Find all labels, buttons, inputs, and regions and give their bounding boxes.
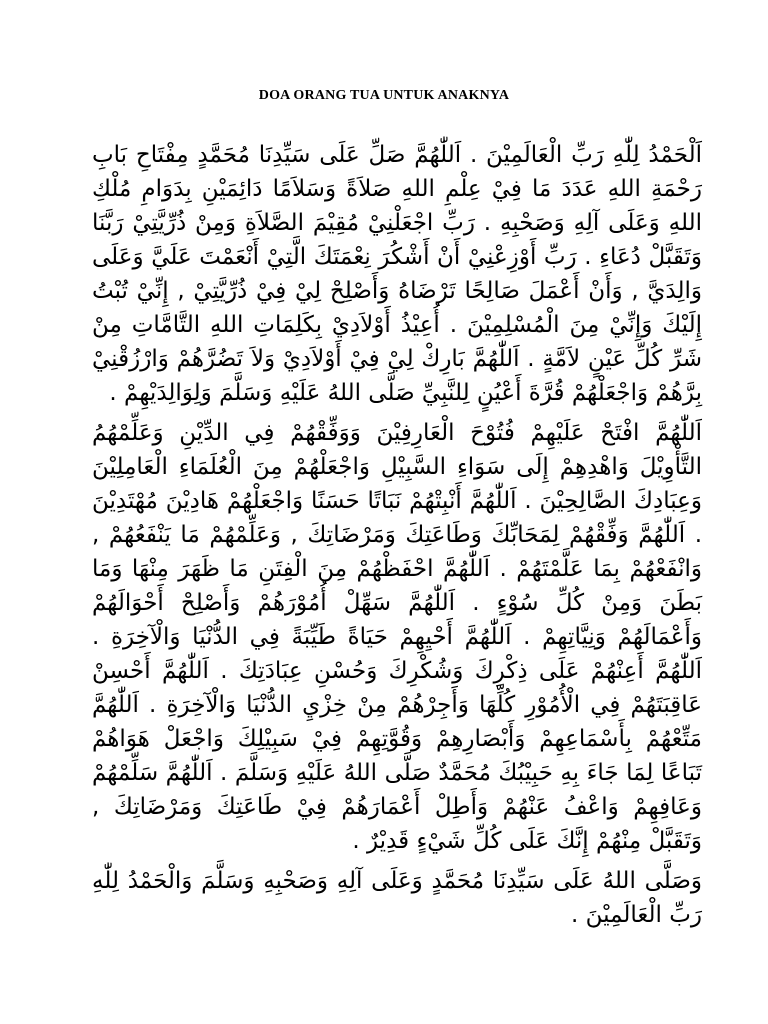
prayer-paragraph-main: اَللّٰهُمَّ افْتَحْ عَلَيْهِمْ فُتُوْحَ الْعَارِفِيْنَ وَوَفِّقْهُمْ فِي الدِّيْنِ وَعَلِّمْهُمُ التَّأْوِيْلَ وَاهْدِهِمْ إِلَى سَوَاءِ السَّبِيْلِ وَاجْعَلْهُمْ مِنَ الْعُلَمَاءِ الْعَامِلِيْنَ وَعِبَادِكَ الصَّالِحِيْنَ . اَللّٰهُمَّ أَنْبِتْهُمْ نَبَاتًا حَسَنًا وَاجْعَلْهُمْ هَادِيْنَ مُهْتَدِيْنَ . اَللّٰهُمَّ وَفِّقْهُمْ لِمَحَابِّكَ وَطَاعَتِكَ وَمَرْضَاتِكَ , وَعَلِّمْهُمْ مَا يَنْفَعُهُمْ , وَانْفَعْهُمْ بِمَا عَلَّمْتَهُمْ . اَللّٰهُمَّ احْفَظْهُمْ مِنَ الْفِتَنِ مَا ظَهَرَ مِنْهَا وَمَا بَطَنَ وَمِنْ كُلِّ سُوْءٍ . اَللّٰهُمَّ سَهِّلْ أُمُوْرَهُمْ وَأَصْلِحْ أَحْوَالَهُمْ وَأَعْمَالَهُمْ وَنِيَّاتِهِمْ . اَللّٰهُمَّ أَحْيِهِمْ حَيَاةً طَيِّبَةً فِي الدُّنْيَا وَالْآخِرَةِ . اَللّٰهُمَّ أَعِنْهُمْ عَلَى ذِكْرِكَ وَشُكْرِكَ وَحُسْنِ عِبَادَتِكَ . اَللّٰهُمَّ أَحْسِنْ عَاقِبَتَهُمْ فِي الْأُمُوْرِ كُلِّهَا وَأَجِرْهُمْ مِنْ خِزْيِ الدُّنْيَا وَالْآخِرَةِ . اَللّٰهُمَّ مَتِّعْهُمْ بِأَسْمَاعِهِمْ وَأَبْصَارِهِمْ وَقُوَّتِهِمْ فِيْ سَبِيْلِكَ وَاجْعَلْ هَوَاهُمْ تَبَاعًا لِمَا جَاءَ بِهِ حَبِيْبُكَ مُحَمَّدٌ صَلَّى اللهُ عَلَيْهِ وَسَلَّمَ . اَللّٰهُمَّ سَلِّمْهُمْ وَعَافِهِمْ وَاعْفُ عَنْهُمْ وَأَطِلْ أَعْمَارَهُمْ فِيْ طَاعَتِكَ وَمَرْضَاتِكَ , وَتَقَبَّلْ مِنْهُمْ إِنَّكَ عَلَى كُلِّ شَيْءٍ قَدِيْرٌ .	[92, 420, 702, 854]
prayer-text	[92, 138, 702, 938]
prayer-paragraph-closing: وَصَلَّى اللهُ عَلَى سَيِّدِنَا مُحَمَّدٍ وَعَلَى آلِهِ وَصَحْبِهِ وَسَلَّمَ وَالْحَمْدُ لِلّٰهِ رَبِّ الْعَالَمِيْنَ .	[92, 868, 702, 928]
document-title: DOA ORANG TUA UNTUK ANAKNYA	[258, 88, 510, 103]
prayer-paragraph-opening: اَلْحَمْدُ لِلّٰهِ رَبِّ الْعَالَمِيْنَ . اَللّٰهُمَّ صَلِّ عَلَى سَيِّدِنَا مُحَمَّدٍ مِفْتَاحِ بَابِ رَحْمَةِ اللهِ عَدَدَ مَا فِيْ عِلْمِ اللهِ صَلاَةً وَسَلاَمًا دَائِمَيْنِ بِدَوَامِ مُلْكِ اللهِ وَعَلَى آلِهِ وَصَحْبِهِ . رَبِّ اجْعَلْنِيْ مُقِيْمَ الصَّلاَةِ وَمِنْ ذُرِّيَّتِيْ رَبَّنَا وَتَقَبَّلْ دُعَاءِ . رَبِّ أَوْزِعْنِيْ أَنْ أَشْكُرَ نِعْمَتَكَ الَّتِيْ أَنْعَمْتَ عَلَيَّ وَعَلَى وَالِدَيَّ , وَأَنْ أَعْمَلَ صَالِحًا تَرْضَاهُ وَأَصْلِحْ لِيْ فِيْ ذُرِّيَّتِيْ , إِنِّيْ تُبْتُ إِلَيْكَ وَإِنِّيْ مِنَ الْمُسْلِمِيْنَ . أُعِيْذُ أَوْلاَدِيْ بِكَلِمَاتِ اللهِ التَّامَّاتِ مِنْ شَرِّ كُلِّ عَيْنٍ لاَمَّةٍ . اَللّٰهُمَّ بَارِكْ لِيْ فِيْ أَوْلاَدِيْ وَلاَ تَضُرَّهُمْ وَارْزُقْنِيْ بِرَّهُمْ وَاجْعَلْهُمْ قُرَّةَ أَعْيُنٍ لِلنَّبِيِّ صَلَّى اللهُ عَلَيْهِ وَسَلَّمَ وَلِوَالِدَيْهِمْ .	[92, 142, 702, 406]
